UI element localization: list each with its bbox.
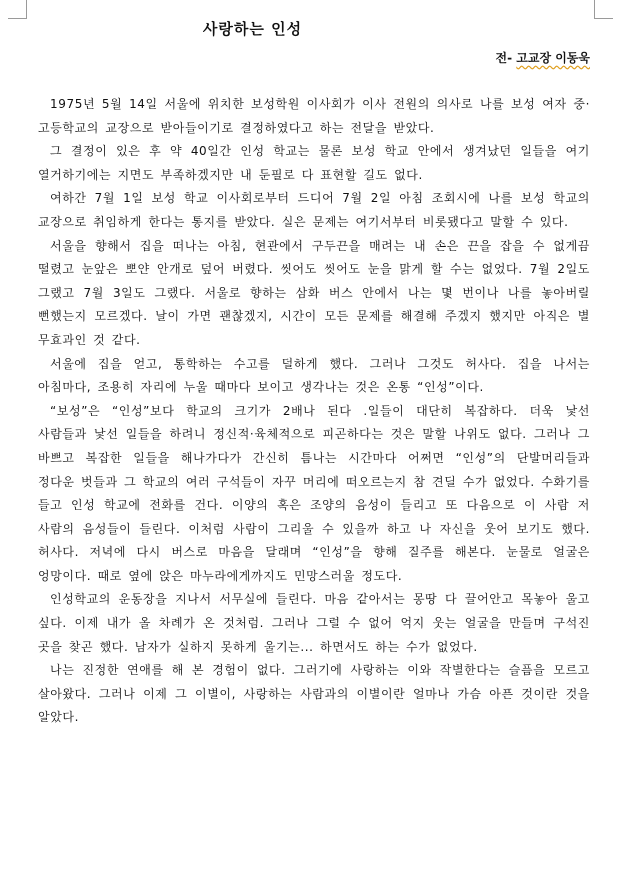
paragraph: 나는 진정한 연애를 해 본 경험이 없다. 그러기에 사랑하는 이와 작별한다는 슬픔을 모르고 살아왔다. 그러나 이제 그 이별이, 사랑하는 사람과의 이별이란 얼마나 가슴 아픈 것이란 것을 알았다. bbox=[38, 663, 590, 725]
author-prefix: 전- bbox=[495, 51, 517, 65]
document-title: 사랑하는 인성 bbox=[202, 20, 303, 38]
paragraph: “보성”은 “인성”보다 학교의 크기가 2배나 된다 .일들이 대단히 복잡하다. 더욱 낯선 사람들과 낯선 일들을 하려니 정신적·육체적으로 피곤하다는 것은 말할 나위도 없다. 그러나 그 바쁘고 복잡한 일들을 해나가다가 간신히 틈나는 시간마다 어쩌면 “인성”의 단발머리들과 정다운 벗들과 그 학교의 여러 구석들이 자꾸 머리에 떠오르는지 참 견딜 수가 없었다. 수화기를 들고 인성 학교에 전화를 건다. 이양의 혹은 조양의 음성이 들리고 또 다음으로 이 사람 저 사람의 음성들이 들린다. 이처럼 사람이 그리울 수 있을까 하고 나 자신을 웃어 보기도 했다. 허사다. 저녁에 다시 버스로 마음을 달래며 “인성”을 향해 질주를 해본다. 눈물로 얼굴은 엉망이다. 때로 옆에 앉은 마누라에게까지도 민망스러울 정도다. bbox=[38, 403, 590, 583]
page-corner-mark-left bbox=[8, 0, 27, 19]
author-byline bbox=[496, 49, 591, 66]
paragraph: 1975년 5월 14일 서울에 위치한 보성학원 이사회가 이사 전원의 의사로 나를 보성 여자 중·고등학교의 교장으로 받아들이기로 결정하였다고 하는 전달을 받았다. bbox=[38, 97, 590, 135]
page-corner-mark-right bbox=[594, 0, 613, 19]
paragraph: 여하간 7월 1일 보성 학교 이사회로부터 드디어 7월 2일 아침 조회시에 나를 보성 학교의 교장으로 취임하게 한다는 통지를 받았다. 실은 문제는 여기서부터 비롯됐다고 말할 수 있다. bbox=[38, 191, 590, 229]
author-name: 고교장 이동욱 bbox=[516, 51, 590, 65]
document-body bbox=[38, 93, 590, 730]
paragraph: 서울에 집을 얻고, 통학하는 수고를 덜하게 했다. 그러나 그것도 허사다. 집을 나서는 아침마다, 조용히 자리에 누울 때마다 보이고 생각나는 것은 온통 “인성”이다. bbox=[38, 356, 590, 395]
paragraph: 서울을 향해서 집을 떠나는 아침, 현관에서 구두끈을 매려는 내 손은 끈을 잡을 수 없게끔 떨렸고 눈앞은 뽀얀 안개로 덮어 버렸다. 씻어도 씻어도 눈을 맑게 할 수는 없었다. 7월 2일도 그랬고 7월 3일도 그랬다. 서울로 향하는 삼화 버스 안에서 나는 몇 번이나 나를 놓아버릴 뻔했는지 모르겠다. 날이 가면 괜찮겠지, 시간이 모든 문제를 해결해 주겠지 했지만 아직은 별 무효과인 것 같다. bbox=[38, 238, 590, 347]
paragraph: 그 결정이 있은 후 약 40일간 인성 학교는 물론 보성 학교 안에서 생겨났던 일들을 여기 열거하기에는 지면도 부족하겠지만 내 둔필로 다 표현할 길도 없다. bbox=[38, 144, 590, 182]
paragraph: 인성학교의 운동장을 지나서 서무실에 들린다. 마음 같아서는 몽땅 다 끌어안고 목놓아 울고 싶다. 이제 내가 올 차례가 온 것처럼. 그러나 그럴 수 없어 억지 웃는 얼굴을 만들며 구석진 곳을 찾곤 했다. 남자가 실하지 못하게 울기는... 하면서도 하는 수가 없었다. bbox=[38, 592, 590, 654]
